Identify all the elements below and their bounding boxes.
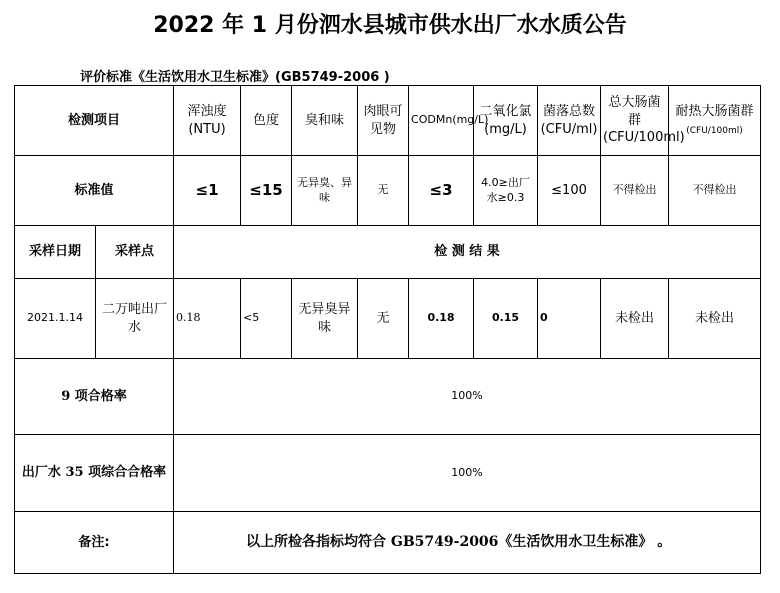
header-thermo xyxy=(669,86,761,156)
standard-visible: 无 xyxy=(358,156,409,226)
standard-odor: 无异臭、异味 xyxy=(292,156,358,226)
rate35-label: 出厂水 35 项综合合格率 xyxy=(15,435,174,512)
rate35-row xyxy=(15,435,761,512)
header-turbidity: 浑浊度(NTU) xyxy=(174,86,241,156)
note-label: 备注: xyxy=(15,512,174,574)
note-row xyxy=(15,512,761,574)
result-turbidity: 0.18 xyxy=(174,279,241,359)
sample-header-row xyxy=(15,226,761,279)
header-coliform: 总大肠菌群(CFU/100ml) xyxy=(601,86,669,156)
standard-bacteria: ≤100 xyxy=(538,156,601,226)
header-odor: 臭和味 xyxy=(292,86,358,156)
result-header: 检 测 结 果 xyxy=(174,226,761,279)
page-title: 2022 年 1 月份泗水县城市供水出厂水水质公告 xyxy=(153,13,627,38)
result-visible: 无 xyxy=(358,279,409,359)
rate9-label: 9 项合格率 xyxy=(15,359,174,435)
standard-color: ≤15 xyxy=(241,156,292,226)
water-quality-table xyxy=(14,85,761,574)
header-thermo-label: 耐热大肠菌群 xyxy=(675,103,754,119)
sample-point: 二万吨出厂水 xyxy=(96,279,174,359)
result-bacteria: 0 xyxy=(538,279,601,359)
header-chlorine: 二氧化氯(mg/L) xyxy=(474,86,538,156)
evaluation-standard: 评价标准《生活饮用水卫生标准》(GB5749-2006 ) xyxy=(80,70,390,85)
result-thermo: 未检出 xyxy=(669,279,761,359)
rate9-value: 100% xyxy=(174,359,761,435)
header-bacteria: 菌落总数(CFU/ml) xyxy=(538,86,601,156)
sample-date-header: 采样日期 xyxy=(15,226,96,279)
rate9-row xyxy=(15,359,761,435)
standard-label: 标准值 xyxy=(15,156,174,226)
standard-coliform: 不得检出 xyxy=(601,156,669,226)
sample-date: 2021.1.14 xyxy=(15,279,96,359)
header-thermo-unit: (CFU/100ml) xyxy=(686,125,743,136)
standard-cod: ≤3 xyxy=(409,156,474,226)
header-row xyxy=(15,86,761,156)
header-cod: CODMn(mg/L) xyxy=(409,86,474,156)
standard-turbidity: ≤1 xyxy=(174,156,241,226)
result-cod: 0.18 xyxy=(409,279,474,359)
result-color: <5 xyxy=(241,279,292,359)
sample-point-header: 采样点 xyxy=(96,226,174,279)
result-coliform: 未检出 xyxy=(601,279,669,359)
standard-chlorine: 4.0≥出厂水≥0.3 xyxy=(474,156,538,226)
result-odor: 无异臭异味 xyxy=(292,279,358,359)
header-visible: 肉眼可见物 xyxy=(358,86,409,156)
header-item: 检测项目 xyxy=(15,86,174,156)
rate35-value: 100% xyxy=(174,435,761,512)
result-chlorine: 0.15 xyxy=(474,279,538,359)
note-value: 以上所检各指标均符合 GB5749-2006《生活饮用水卫生标准》 。 xyxy=(174,512,761,574)
standard-thermo: 不得检出 xyxy=(669,156,761,226)
standard-row xyxy=(15,156,761,226)
header-color: 色度 xyxy=(241,86,292,156)
sample-row xyxy=(15,279,761,359)
